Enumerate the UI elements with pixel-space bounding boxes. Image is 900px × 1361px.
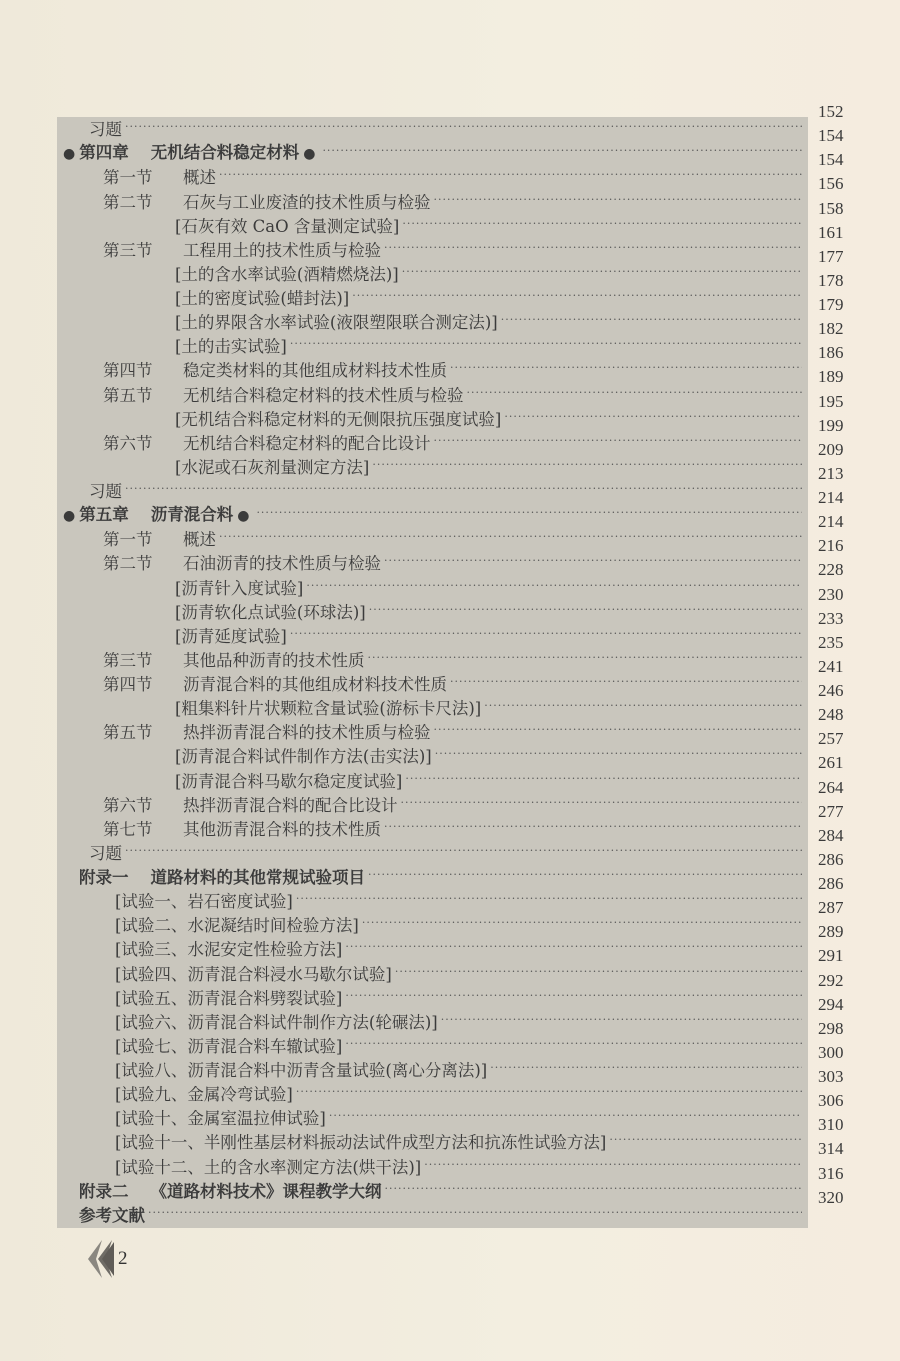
dot-leader bbox=[368, 647, 803, 669]
appendix-test-entry: [试验十、金属室温拉伸试验] bbox=[115, 1109, 326, 1129]
page-footer bbox=[82, 1238, 128, 1280]
dot-leader bbox=[434, 189, 803, 211]
toc-entry-section bbox=[57, 527, 808, 551]
appendix-test-entry: [试验三、水泥安定性检验方法] bbox=[115, 940, 343, 960]
exercise-label: 习题 bbox=[89, 482, 122, 501]
section-entry bbox=[57, 433, 431, 455]
page-number: 291 bbox=[818, 946, 844, 966]
dot-leader bbox=[345, 1033, 802, 1055]
toc-entry-test bbox=[57, 214, 808, 238]
toc-entry-appendix-item bbox=[57, 937, 808, 961]
appendix-test-entry: [试验十一、半刚性基层材料振动法试件成型方法和抗冻性试验方法] bbox=[115, 1133, 607, 1153]
toc-entry-section bbox=[57, 431, 808, 455]
appendix-number: 附录二 bbox=[79, 1181, 129, 1201]
page-number: 233 bbox=[818, 608, 844, 628]
page-number: 277 bbox=[818, 801, 844, 821]
dot-leader bbox=[362, 912, 802, 934]
section-title: 概述 bbox=[183, 168, 216, 188]
section-number: 第四节 bbox=[103, 675, 153, 694]
dot-leader bbox=[401, 792, 803, 814]
toc-entry-test bbox=[57, 286, 808, 310]
page-number: 286 bbox=[818, 874, 844, 893]
table-of-contents bbox=[57, 117, 808, 1227]
section-number: 第五节 bbox=[103, 385, 153, 405]
toc-entry-test bbox=[57, 768, 808, 792]
toc-entry-references bbox=[57, 1203, 808, 1227]
page-number: 182 bbox=[818, 319, 844, 339]
section-entry bbox=[57, 650, 365, 672]
page-number: 286 bbox=[818, 849, 844, 869]
section-title: 石灰与工业废渣的技术性质与检验 bbox=[183, 192, 431, 212]
bullet-icon: ● bbox=[63, 508, 76, 525]
dot-leader bbox=[434, 719, 803, 741]
page-number: 228 bbox=[818, 560, 844, 580]
dot-leader bbox=[609, 1129, 802, 1151]
section-title: 稳定类材料的其他组成材料技术性质 bbox=[183, 361, 447, 381]
section-number: 第三节 bbox=[103, 650, 153, 670]
section-number: 第一节 bbox=[103, 168, 153, 188]
page-number: 235 bbox=[818, 632, 844, 652]
toc-entry-test bbox=[57, 624, 808, 648]
toc-entry-test bbox=[57, 600, 808, 624]
test-entry: [沥青混合料马歇尔稳定度试验] bbox=[175, 771, 403, 791]
dot-leader bbox=[384, 816, 802, 838]
appendix-heading bbox=[57, 867, 365, 889]
dot-leader bbox=[296, 1081, 802, 1103]
page-number: 154 bbox=[818, 126, 844, 146]
chapter-number: 第四章 bbox=[79, 143, 129, 163]
section-title: 无机结合料稳定材料的配合比设计 bbox=[183, 433, 431, 453]
dot-leader bbox=[372, 454, 802, 476]
toc-entry-appendix bbox=[57, 865, 808, 889]
page-number: 300 bbox=[818, 1042, 844, 1062]
section-title: 热拌沥青混合料的配合比设计 bbox=[183, 795, 398, 815]
section-entry bbox=[57, 240, 381, 262]
appendix-test-entry: [试验二、水泥凝结时间检验方法] bbox=[115, 916, 359, 936]
section-entry bbox=[57, 529, 216, 551]
section-number: 第六节 bbox=[103, 433, 153, 453]
dot-leader bbox=[467, 382, 803, 404]
section-number: 第一节 bbox=[103, 530, 153, 550]
appendix-test-entry: [试验八、沥青混合料中沥青含量试验(离心分离法)] bbox=[115, 1061, 488, 1080]
toc-entry-section bbox=[57, 238, 808, 262]
section-title: 石油沥青的技术性质与检验 bbox=[183, 554, 381, 574]
dot-leader bbox=[384, 550, 802, 572]
dot-leader bbox=[296, 888, 802, 910]
bullet-icon: ● bbox=[237, 508, 250, 525]
section-entry bbox=[57, 795, 398, 817]
section-entry bbox=[57, 167, 216, 189]
dot-leader bbox=[290, 333, 802, 355]
bullet-icon: ● bbox=[63, 146, 76, 163]
test-entry: [沥青针入度试验] bbox=[175, 578, 304, 598]
toc-entry-section bbox=[57, 358, 808, 382]
dot-leader bbox=[322, 140, 802, 162]
page-number: 216 bbox=[818, 536, 844, 556]
toc-entry-test bbox=[57, 334, 808, 358]
dot-leader bbox=[306, 575, 802, 597]
dot-leader bbox=[345, 936, 802, 958]
toc-entry-appendix-item bbox=[57, 1034, 808, 1058]
page-number: 199 bbox=[818, 415, 844, 435]
dot-leader bbox=[290, 623, 802, 645]
toc-entry-exercise bbox=[57, 479, 808, 503]
toc-entry-test bbox=[57, 696, 808, 720]
dot-leader bbox=[368, 864, 802, 886]
dot-leader bbox=[424, 1154, 802, 1176]
dot-leader bbox=[384, 237, 802, 259]
page-number: 298 bbox=[818, 1018, 844, 1038]
dot-leader bbox=[219, 164, 802, 186]
exercise-label: 习题 bbox=[89, 120, 122, 140]
toc-entry-test bbox=[57, 407, 808, 431]
dot-leader bbox=[435, 743, 802, 765]
toc-entry-test bbox=[57, 744, 808, 768]
dot-leader bbox=[402, 261, 802, 283]
section-entry bbox=[57, 192, 431, 214]
toc-entry-appendix-item bbox=[57, 1058, 808, 1082]
toc-entry-appendix-item bbox=[57, 1010, 808, 1034]
dot-leader bbox=[385, 1178, 803, 1200]
page-number: 156 bbox=[818, 174, 844, 194]
page-number: 303 bbox=[818, 1067, 844, 1086]
toc-entry-appendix-item bbox=[57, 913, 808, 937]
appendix-title: 《道路材料技术》课程教学大纲 bbox=[150, 1181, 382, 1201]
test-entry: [土的含水率试验(酒精燃烧法)] bbox=[175, 264, 399, 284]
toc-entry-test bbox=[57, 310, 808, 334]
appendix-heading bbox=[57, 1181, 382, 1203]
toc-entry-appendix-item bbox=[57, 961, 808, 985]
test-entry: [石灰有效 CaO 含量测定试验] bbox=[175, 216, 400, 236]
page-number: 213 bbox=[818, 463, 844, 483]
toc-entry-test bbox=[57, 262, 808, 286]
dot-leader bbox=[352, 285, 802, 307]
section-number: 第四节 bbox=[103, 361, 153, 381]
test-entry: [粗集料针片状颗粒含量试验(游标卡尺法)] bbox=[175, 699, 482, 719]
section-number: 第七节 bbox=[103, 819, 153, 839]
section-title: 无机结合料稳定材料的技术性质与检验 bbox=[183, 385, 464, 405]
section-title: 热拌沥青混合料的技术性质与检验 bbox=[183, 723, 431, 743]
page-number: 154 bbox=[818, 150, 844, 170]
page-number: 152 bbox=[818, 102, 844, 121]
section-number: 第二节 bbox=[103, 554, 153, 574]
dot-leader bbox=[441, 1009, 802, 1031]
dot-leader bbox=[369, 599, 802, 621]
page-number: 179 bbox=[818, 295, 844, 314]
toc-entry-appendix-item bbox=[57, 1082, 808, 1106]
toc-entry-appendix-item bbox=[57, 889, 808, 913]
dot-leader bbox=[219, 526, 802, 548]
test-entry: [沥青混合料试件制作方法(击实法)] bbox=[175, 747, 432, 767]
double-chevron-left-icon bbox=[82, 1238, 116, 1280]
toc-entry-appendix bbox=[57, 1179, 808, 1203]
exercise-label: 习题 bbox=[89, 843, 122, 863]
dot-leader bbox=[345, 985, 802, 1007]
page-number: 214 bbox=[818, 488, 844, 507]
dot-leader bbox=[125, 478, 802, 500]
page-number: 261 bbox=[818, 753, 844, 773]
dot-leader bbox=[402, 213, 802, 235]
toc-entry-exercise bbox=[57, 841, 808, 865]
section-entry bbox=[57, 385, 464, 407]
page-number: 320 bbox=[818, 1187, 844, 1207]
page-number: 195 bbox=[818, 391, 844, 411]
page-number-column bbox=[812, 100, 872, 1210]
page-number: 186 bbox=[818, 343, 844, 363]
section-title: 其他沥青混合料的技术性质 bbox=[183, 819, 381, 839]
chapter-heading bbox=[57, 142, 319, 165]
appendix-test-entry: [试验九、金属冷弯试验] bbox=[115, 1085, 293, 1105]
appendix-title: 道路材料的其他常规试验项目 bbox=[150, 868, 365, 887]
page-number: 292 bbox=[818, 970, 844, 990]
dot-leader bbox=[395, 961, 802, 983]
dot-leader bbox=[148, 1202, 802, 1224]
section-number: 第三节 bbox=[103, 240, 153, 260]
section-entry bbox=[57, 722, 431, 744]
appendix-test-entry: [试验七、沥青混合料车辙试验] bbox=[115, 1036, 343, 1056]
page-number: 246 bbox=[818, 681, 844, 700]
toc-entry-appendix-item bbox=[57, 986, 808, 1010]
page-number: 306 bbox=[818, 1091, 844, 1111]
chapter-title: 沥青混合料 bbox=[150, 505, 234, 525]
dot-leader bbox=[329, 1105, 802, 1127]
toc-entry-test bbox=[57, 455, 808, 479]
appendix-test-entry: [试验一、岩石密度试验] bbox=[115, 892, 293, 912]
section-number: 第二节 bbox=[103, 192, 153, 212]
toc-entry-chapter bbox=[57, 141, 808, 165]
test-entry: [土的密度试验(蜡封法)] bbox=[175, 289, 350, 308]
toc-entry-section bbox=[57, 189, 808, 213]
section-entry bbox=[57, 674, 447, 696]
appendix-test-entry: [试验十二、土的含水率测定方法(烘干法)] bbox=[115, 1157, 422, 1177]
toc-entry-appendix-item bbox=[57, 1106, 808, 1130]
dot-leader bbox=[125, 116, 802, 138]
page-number: 248 bbox=[818, 705, 844, 725]
toc-entry-section bbox=[57, 817, 808, 841]
toc-entry-section bbox=[57, 551, 808, 575]
test-entry: [沥青软化点试验(环球法)] bbox=[175, 602, 366, 622]
page-number: 289 bbox=[818, 922, 844, 942]
chapter-title: 无机结合料稳定材料 bbox=[150, 143, 300, 163]
toc-entry-exercise bbox=[57, 117, 808, 141]
test-entry: [土的击实试验] bbox=[175, 337, 287, 357]
chapter-heading bbox=[57, 504, 253, 527]
page-number: 209 bbox=[818, 439, 844, 459]
dot-leader bbox=[434, 430, 803, 452]
page-number: 241 bbox=[818, 656, 844, 676]
page-folio-number: 2 bbox=[118, 1248, 128, 1269]
appendix-test-entry: [试验五、沥青混合料劈裂试验] bbox=[115, 988, 343, 1008]
test-entry: [土的界限含水率试验(液限塑限联合测定法)] bbox=[175, 313, 498, 333]
section-title: 概述 bbox=[183, 530, 216, 550]
toc-entry-chapter bbox=[57, 503, 808, 527]
dot-leader bbox=[490, 1057, 802, 1079]
toc-entry-section bbox=[57, 793, 808, 817]
toc-entry-section bbox=[57, 648, 808, 672]
references-label: 参考文献 bbox=[79, 1205, 145, 1225]
page-number: 161 bbox=[818, 222, 844, 242]
toc-entry-test bbox=[57, 575, 808, 599]
dot-leader bbox=[501, 309, 802, 331]
page-number: 178 bbox=[818, 270, 844, 290]
section-entry bbox=[57, 819, 381, 841]
toc-entry-appendix-item bbox=[57, 1154, 808, 1178]
section-number: 第五节 bbox=[103, 723, 153, 743]
page-number: 177 bbox=[818, 246, 844, 266]
dot-leader bbox=[125, 840, 802, 862]
test-entry: [无机结合料稳定材料的无侧限抗压强度试验] bbox=[175, 409, 502, 429]
section-number: 第六节 bbox=[103, 795, 153, 815]
dot-leader bbox=[484, 695, 802, 717]
page-number: 287 bbox=[818, 898, 844, 918]
page-number: 189 bbox=[818, 367, 844, 387]
dot-leader bbox=[450, 357, 802, 379]
dot-leader bbox=[504, 406, 802, 428]
toc-entry-section bbox=[57, 382, 808, 406]
page-number: 294 bbox=[818, 994, 844, 1014]
page-number: 257 bbox=[818, 729, 844, 749]
toc-entry-appendix-item bbox=[57, 1130, 808, 1154]
page-number: 214 bbox=[818, 512, 844, 532]
dot-leader bbox=[405, 768, 802, 790]
test-entry: [水泥或石灰剂量测定方法] bbox=[175, 457, 370, 477]
dot-leader bbox=[450, 671, 802, 693]
page-number: 158 bbox=[818, 198, 844, 218]
section-entry bbox=[57, 360, 447, 382]
page-number: 264 bbox=[818, 777, 844, 797]
appendix-number: 附录一 bbox=[79, 868, 129, 887]
appendix-test-entry: [试验四、沥青混合料浸水马歇尔试验] bbox=[115, 964, 392, 984]
bullet-icon: ● bbox=[303, 146, 316, 163]
page-number: 316 bbox=[818, 1163, 844, 1183]
page-number: 310 bbox=[818, 1115, 844, 1135]
chapter-number: 第五章 bbox=[79, 505, 129, 525]
toc-entry-section bbox=[57, 672, 808, 696]
section-title: 沥青混合料的其他组成材料技术性质 bbox=[183, 675, 447, 694]
test-entry: [沥青延度试验] bbox=[175, 626, 287, 646]
section-entry bbox=[57, 553, 381, 575]
appendix-test-entry: [试验六、沥青混合料试件制作方法(轮碾法)] bbox=[115, 1012, 438, 1032]
section-title: 其他品种沥青的技术性质 bbox=[183, 650, 365, 670]
section-title: 工程用土的技术性质与检验 bbox=[183, 240, 381, 260]
page-number: 284 bbox=[818, 825, 844, 845]
page-number: 230 bbox=[818, 584, 844, 604]
toc-entry-section bbox=[57, 165, 808, 189]
page-number: 314 bbox=[818, 1139, 844, 1159]
toc-entry-section bbox=[57, 720, 808, 744]
dot-leader bbox=[256, 502, 802, 524]
